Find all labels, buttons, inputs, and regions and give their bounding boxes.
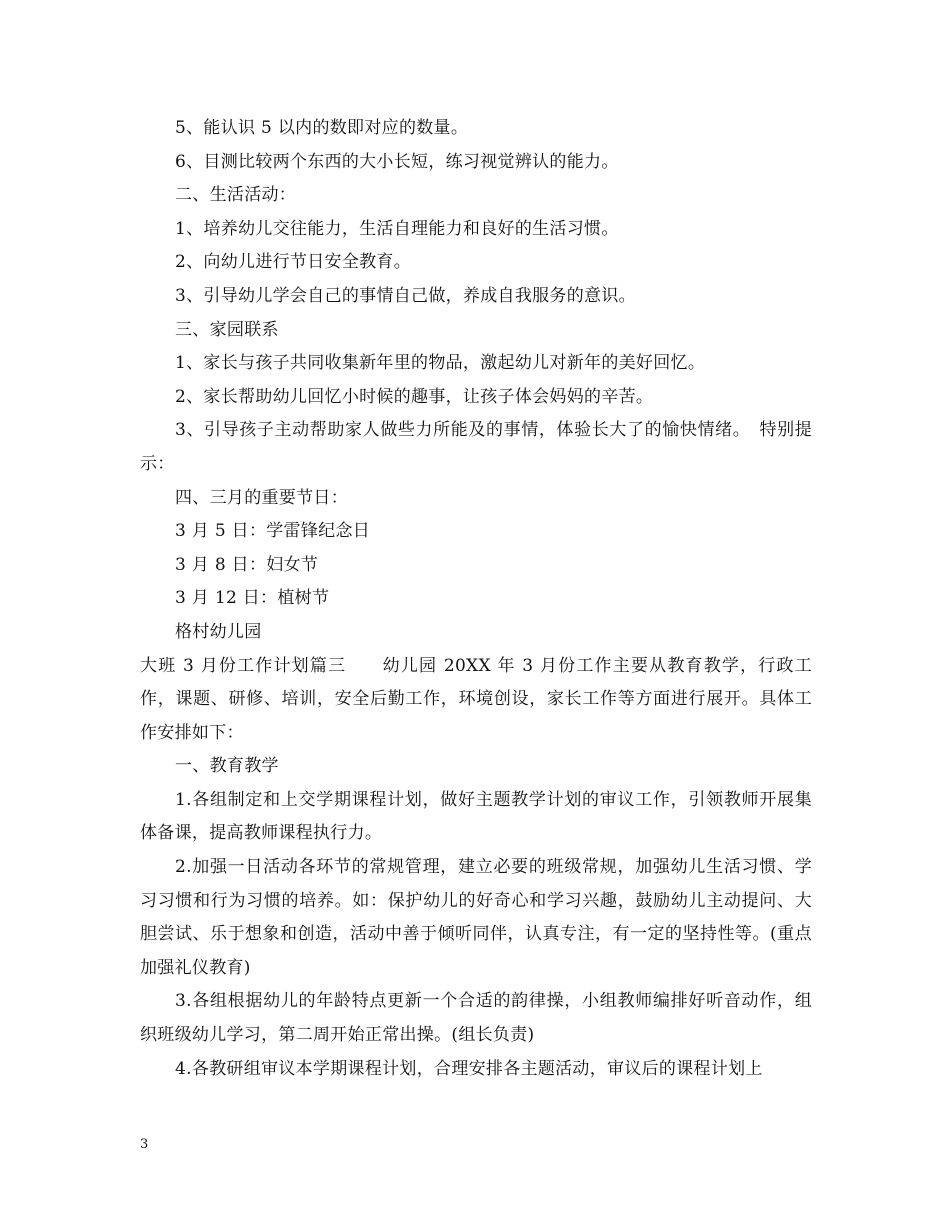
paragraph: 1.各组制定和上交学期课程计划，做好主题教学计划的审议工作，引领教师开展集体备课，提高教师课程执行力。: [140, 789, 812, 844]
holiday-item: 3 月 12 日：植树节: [175, 588, 330, 609]
paragraph: 1、家长与孩子共同收集新年里的物品，激起幼儿对新年的美好回忆。: [175, 353, 706, 374]
section-heading: 二、生活活动：: [175, 185, 297, 206]
section-heading: 四、三月的重要节日：: [175, 487, 348, 508]
paragraph: 5、能认识 5 以内的数即对应的数量。: [175, 118, 469, 138]
paragraph: 6、目测比较两个东西的大小长短，练习视觉辨认的能力。: [175, 151, 619, 172]
article-title-paragraph: 大班 3 月份工作计划篇三 幼儿园 20XX 年 3 月份工作主要从教育教学，行政工作，课题、研修、培训，安全后勤工作，环境创设，家长工作等方面进行展开。具体工作安排如下：: [140, 655, 812, 743]
paragraph: 3、引导幼儿学会自己的事情自己做，养成自我服务的意识。: [175, 285, 636, 306]
paragraph: 2、家长帮助幼儿回忆小时候的趣事，让孩子体会妈妈的辛苦。: [175, 386, 654, 407]
paragraph: 2.加强一日活动各环节的常规管理，建立必要的班级常规，加强幼儿生活习惯、学习习惯和行为习惯的培养。如：保护幼儿的好奇心和学习兴趣，鼓励幼儿主动提问、大胆尝试、乐于想象和创造，活动中善于倾听同伴，认真专注，有一定的坚持性等。(重点加强礼仪教育): [140, 857, 812, 978]
section-heading: 三、家园联系: [175, 319, 279, 340]
paragraph: 4.各教研组审议本学期课程计划，合理安排各主题活动，审议后的课程计划上: [175, 1058, 763, 1079]
signature-line: 格村幼儿园: [175, 621, 262, 642]
paragraph: 1、培养幼儿交往能力，生活自理能力和良好的生活习惯。: [175, 218, 619, 239]
paragraph: 2、向幼儿进行节日安全教育。: [175, 252, 412, 273]
document-body: [140, 112, 812, 1086]
page-number: 3: [140, 1137, 149, 1152]
holiday-item: 3 月 8 日：妇女节: [175, 554, 319, 575]
paragraph: 3.各组根据幼儿的年龄特点更新一个合适的韵律操，小组教师编排好听音动作，组织班级幼儿学习，第二周开始正常出操。(组长负责): [140, 991, 812, 1046]
section-heading: 一、教育教学: [175, 756, 279, 777]
paragraph: 3、引导孩子主动帮助家人做些力所能及的事情，体验长大了的愉快情绪。 特别提示：: [140, 420, 812, 474]
holiday-item: 3 月 5 日：学雷锋纪念日: [175, 521, 371, 542]
